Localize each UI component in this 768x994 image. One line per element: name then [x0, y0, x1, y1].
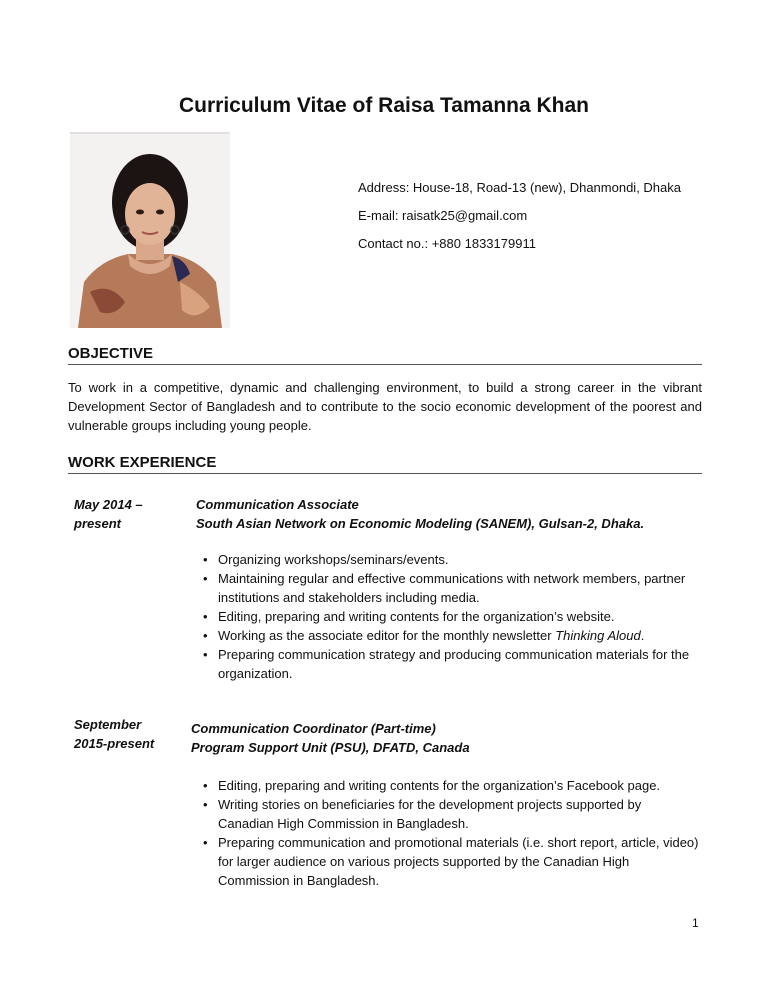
list-item: • Writing stories on beneficiaries for the development projects supported by Canadian High Commission in Bangladesh.: [200, 795, 700, 833]
job-organization: Program Support Unit (PSU), DFATD, Canada: [191, 740, 470, 755]
job-date: [74, 715, 154, 753]
job-title: Communication Coordinator (Part-time): [191, 721, 436, 736]
newsletter-name: Thinking Aloud: [555, 628, 641, 643]
list-item: • Maintaining regular and effective communications with network members, partner institutions and stakeholders including media.: [200, 569, 700, 607]
list-item-text: Working as the associate editor for the monthly newsletter: [218, 628, 556, 643]
list-item: [200, 626, 700, 645]
list-item: • Preparing communication strategy and producing communication materials for the organization.: [200, 645, 700, 683]
work-experience-heading: WORK EXPERIENCE: [68, 454, 702, 474]
job-date: [74, 495, 143, 533]
list-item: • Preparing communication and promotional materials (i.e. short report, article, video) for larger audience on various projects supported by the Canadian High Commission in Bangladesh.: [200, 833, 700, 890]
page-title: Curriculum Vitae of Raisa Tamanna Khan: [179, 94, 589, 117]
job-duties-list: [200, 550, 700, 683]
page-number: 1: [692, 916, 699, 930]
contact-phone: Contact no.: +880 1833179911: [358, 236, 536, 251]
job-date-end: 2015-present: [74, 736, 155, 751]
job-date-start: May 2014 –: [74, 497, 143, 512]
list-item: • Editing, preparing and writing contents for the organization’s website.: [200, 607, 700, 626]
profile-photo: [70, 132, 230, 328]
contact-email: E-mail: raisatk25@gmail.com: [358, 208, 528, 223]
job-date-start: September: [74, 717, 142, 732]
job-duties-list: [200, 776, 700, 890]
job-organization: South Asian Network on Economic Modeling (SANEM), Gulsan-2, Dhaka.: [196, 516, 645, 531]
list-item: • Editing, preparing and writing contents for the organization’s Facebook page.: [200, 776, 700, 795]
job-title: Communication Associate: [196, 497, 359, 512]
objective-text: To work in a competitive, dynamic and challenging environment, to build a strong career in the vibrant Development Sector of Bangladesh and to contribute to the socio economic development of the poorest and vulnerable groups including young people.: [68, 380, 702, 433]
contact-address: Address: House-18, Road-13 (new), Dhanmondi, Dhaka: [358, 180, 682, 195]
objective-heading: OBJECTIVE: [68, 345, 702, 365]
list-item: • Organizing workshops/seminars/events.: [200, 550, 700, 569]
job-role: [191, 719, 470, 757]
job-role: [196, 495, 644, 533]
list-item-end: .: [640, 628, 645, 643]
job-date-end: present: [74, 516, 121, 531]
